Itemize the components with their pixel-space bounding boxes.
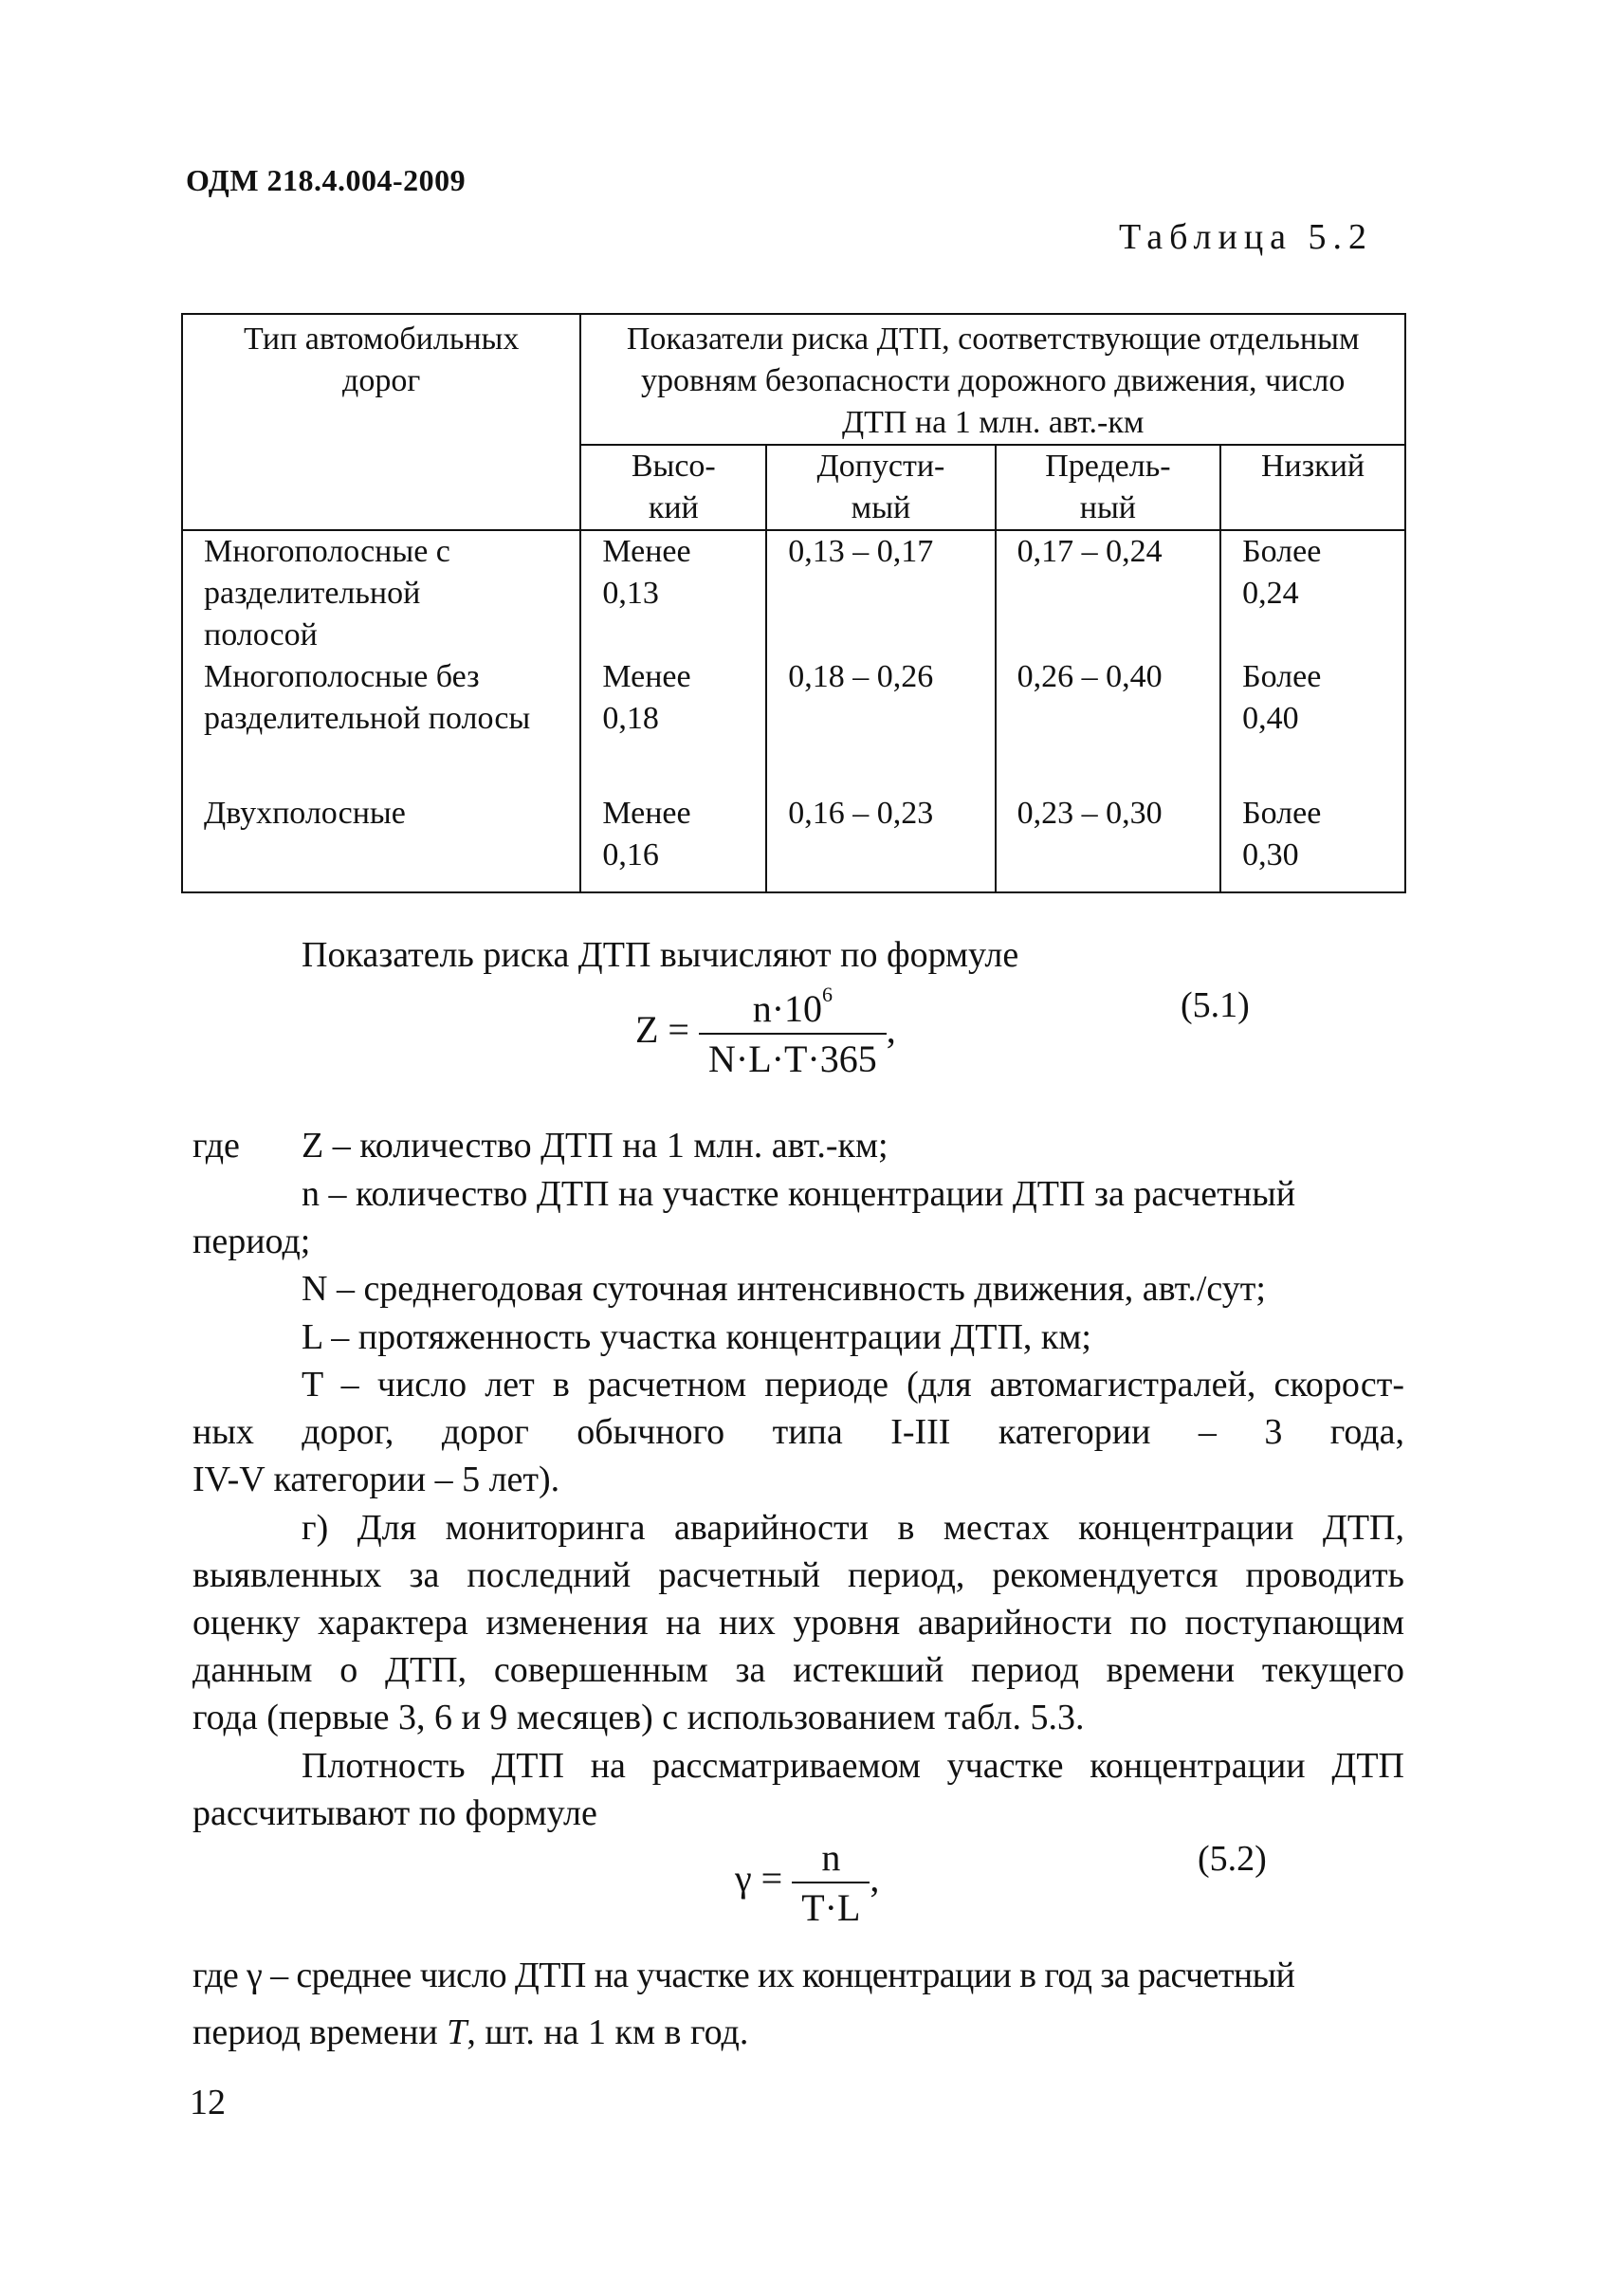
table-row	[182, 656, 1405, 793]
limit-cell: 0,26 – 0,40	[1017, 659, 1163, 694]
definition-T-cont: ных дорог, дорог обычного типа I-III категории – 3 года,	[192, 1412, 1404, 1452]
definition-n: n – количество ДТП на участке концентрации ДТП за расчетный	[302, 1174, 1296, 1214]
paragraph-density-line1: Плотность ДТП на рассматриваемом участке концентрации ДТП	[302, 1746, 1404, 1786]
formula2-tail: ,	[870, 1857, 880, 1901]
paragraph-g-line2: выявленных за последний расчетный период, рекомендуется проводить	[192, 1555, 1404, 1595]
road-type-cell: Многополосные без разделительной полосы	[204, 659, 531, 736]
road-type-cell: Двухполосные	[204, 796, 406, 831]
definition-T: T – число лет в расчетном периоде (для автомагистралей, скорост-	[302, 1365, 1404, 1405]
table-row	[182, 530, 1405, 656]
acceptable-cell: 0,16 – 0,23	[788, 796, 934, 831]
table-caption: Таблица 5.2	[1119, 217, 1374, 257]
subheader-low: Низкий	[1220, 445, 1405, 530]
definition-L: L – протяженность участка концентрации ДТП, км;	[302, 1317, 1091, 1357]
high-cell: Менее 0,16	[602, 796, 691, 872]
limit-cell: 0,17 – 0,24	[1017, 534, 1163, 569]
definition-z: Z – количество ДТП на 1 млн. авт.-км;	[302, 1126, 888, 1166]
definition-n-cont: период;	[192, 1221, 311, 1261]
formula1-number: (5.1)	[1181, 985, 1250, 1025]
subheader-limit: Предель- ный	[996, 445, 1220, 530]
formula2-numerator: n	[792, 1835, 870, 1883]
risk-table	[181, 313, 1406, 893]
paragraph-g-line3: оценку характера изменения на них уровня аварийности по поступающим	[192, 1603, 1404, 1643]
gamma-definition-line1: где γ – среднее число ДТП на участке их концентрации в год за расчетный	[192, 1956, 1295, 1995]
formula2-denominator: T·L	[801, 1886, 861, 1929]
low-cell: Более 0,40	[1242, 659, 1322, 736]
definition-T-end: IV-V категории – 5 лет).	[192, 1460, 560, 1499]
where-label: где	[192, 1126, 240, 1166]
road-type-cell: Многополосные с разделительной полосой	[204, 534, 450, 652]
formula1-denominator: N·L·T·365	[708, 1038, 877, 1080]
formula1-exponent: 6	[822, 983, 833, 1006]
document-code: ОДМ 218.4.004-2009	[186, 163, 467, 197]
formula1-intro: Показатель риска ДТП вычисляют по формуле	[302, 935, 1019, 975]
formula2-lhs: γ =	[735, 1857, 783, 1901]
column-header-road-type: Тип автомобильных дорог	[182, 314, 580, 530]
acceptable-cell: 0,13 – 0,17	[788, 534, 934, 569]
column-header-risk-indicators: Показатели риска ДТП, соответствующие отдельным уровням безопасности дорожного движения, число ДТП на 1 млн. авт.-км	[580, 314, 1405, 445]
paragraph-g-line5: года (первые 3, 6 и 9 месяцев) с использованием табл. 5.3.	[192, 1698, 1085, 1737]
paragraph-density-line2: рассчитывают по формуле	[192, 1793, 597, 1833]
paragraph-g-line4: данным о ДТП, совершенным за истекший период времени текущего	[192, 1650, 1404, 1690]
formula1-fraction	[699, 983, 887, 1081]
gamma-definition-line2: период времени T, шт. на 1 км в год.	[192, 2012, 749, 2052]
subheader-high: Высо- кий	[580, 445, 766, 530]
variable-T: T	[447, 2012, 467, 2052]
paragraph-g-line1: г) Для мониторинга аварийности в местах концентрации ДТП,	[302, 1508, 1404, 1548]
formula1-tail: ,	[886, 1008, 896, 1052]
definition-N: N – среднегодовая суточная интенсивность движения, авт./сут;	[302, 1269, 1266, 1309]
low-cell: Более 0,30	[1242, 796, 1322, 872]
high-cell: Менее 0,13	[602, 534, 691, 611]
high-cell: Менее 0,18	[602, 659, 691, 736]
subheader-acceptable: Допусти- мый	[766, 445, 995, 530]
formula-5-2	[735, 1835, 879, 1930]
formula1-lhs: Z =	[635, 1008, 689, 1052]
table-row	[182, 793, 1405, 892]
acceptable-cell: 0,18 – 0,26	[788, 659, 934, 694]
formula2-number: (5.2)	[1198, 1839, 1267, 1879]
formula2-fraction	[792, 1835, 870, 1930]
limit-cell: 0,23 – 0,30	[1017, 796, 1163, 831]
page-number: 12	[190, 2083, 226, 2122]
formula1-numerator: n·10	[752, 987, 823, 1030]
formula-5-1	[635, 983, 896, 1081]
low-cell: Более 0,24	[1242, 534, 1322, 611]
